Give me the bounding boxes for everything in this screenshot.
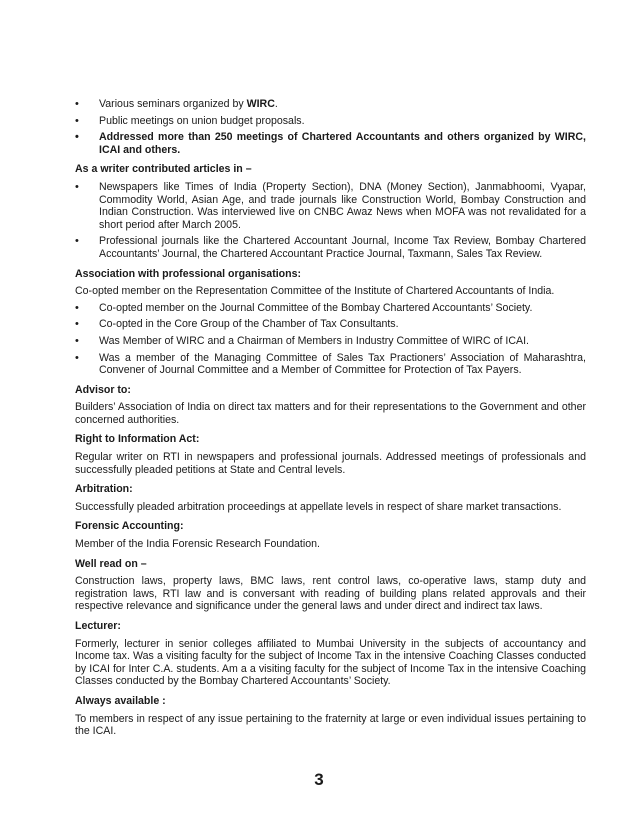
wellread-heading: Well read on – bbox=[75, 557, 147, 570]
advisor-heading: Advisor to: bbox=[75, 383, 131, 396]
list-item-text: Public meetings on union budget proposals. bbox=[99, 114, 305, 127]
page-number: 3 bbox=[314, 770, 324, 789]
available-text: To members in respect of any issue pertaining to the fraternity at large or even individual issues pertaining to the ICAI. bbox=[75, 712, 586, 738]
list-item-text: Addressed more than 250 meetings of Chartered Accountants and others organized by WIRC, ICAI and others. bbox=[99, 131, 586, 156]
arbitration-text: Successfully pleaded arbitration proceedings at appellate levels in respect of share market transactions. bbox=[75, 500, 562, 513]
available-heading: Always available : bbox=[75, 694, 166, 707]
wirc-bold-text: WIRC bbox=[246, 98, 275, 110]
forensic-heading: Forensic Accounting: bbox=[75, 520, 184, 533]
rti-heading: Right to Information Act: bbox=[75, 433, 200, 446]
rti-text: Regular writer on RTI in newspapers and professional journals. Addressed meetings of professionals and successfully pleaded petitions at State and Central levels. bbox=[75, 451, 586, 476]
list-item: • Professional journals like the Chartered Accountant Journal, Income Tax Review, Bombay Chartered Accountants’ Journal, the Chartered Accountant Practice Journal, Taxmann, Sales Tax Review. bbox=[75, 235, 586, 260]
wellread-text: Construction laws, property laws, BMC laws, rent control laws, co-operative laws, stamp duty and registration laws, RTI law and is conversant with reading of building plans related approvals and their respective relevance and significance under the general laws and under direct and indirect tax laws. bbox=[75, 575, 586, 613]
writer-list bbox=[75, 181, 586, 261]
list-item-text-end: . bbox=[274, 98, 278, 110]
list-item bbox=[75, 131, 586, 156]
arbitration-heading: Arbitration: bbox=[75, 483, 133, 496]
intro-bullet-list bbox=[75, 98, 586, 156]
list-item: • Co-opted member on the Journal Committee of the Bombay Chartered Accountants’ Society. bbox=[75, 302, 586, 315]
list-item: • Co-opted in the Core Group of the Chamber of Tax Consultants. bbox=[75, 318, 586, 331]
document-page bbox=[75, 98, 586, 742]
list-item: • Was a member of the Managing Committee of Sales Tax Practioners’ Association of Maharashtra, Convener of Journal Committee and a Member of Committee for Protection of Tax Payers. bbox=[75, 352, 586, 377]
writer-heading: As a writer contributed articles in – bbox=[75, 163, 252, 176]
list-item bbox=[75, 98, 586, 111]
lecturer-heading: Lecturer: bbox=[75, 620, 121, 632]
list-item: • Was Member of WIRC and a Chairman of Members in Industry Committee of WIRC of ICAI. bbox=[75, 335, 586, 348]
list-item-text: Various seminars organized by bbox=[99, 98, 247, 110]
association-intro: Co-opted member on the Representation Committee of the Institute of Chartered Accountants of India. bbox=[75, 285, 555, 298]
list-item: • Newspapers like Times of India (Property Section), DNA (Money Section), Janmabhoomi, Vyapar, Commodity World, Asian Age, and trade journals like Construction World, Bombay Construction and Indian Construction. Was interviewed live on CNBC Awaz News when MOFA was not revalidated for a short period after March 2005. bbox=[75, 181, 586, 231]
association-heading: Association with professional organisations: bbox=[75, 267, 302, 280]
list-item bbox=[75, 115, 586, 128]
association-list bbox=[75, 302, 586, 377]
forensic-text: Member of the India Forensic Research Foundation. bbox=[75, 538, 320, 551]
advisor-text: Builders’ Association of India on direct tax matters and for their representations to the Government and other concerned authorities. bbox=[75, 401, 586, 426]
lecturer-text: Formerly, lecturer in senior colleges affiliated to Mumbai University in the subjects of accountancy and Income tax. Was a visiting faculty for the subject of Income Tax in the intensive Coaching Classes conducted by ICAI for Inter C.A. students. Am a a visiting faculty for the subject of Income Tax in the intensive Coaching Classes conducted by the Bombay Chartered Accountants’ Society. bbox=[75, 637, 586, 688]
